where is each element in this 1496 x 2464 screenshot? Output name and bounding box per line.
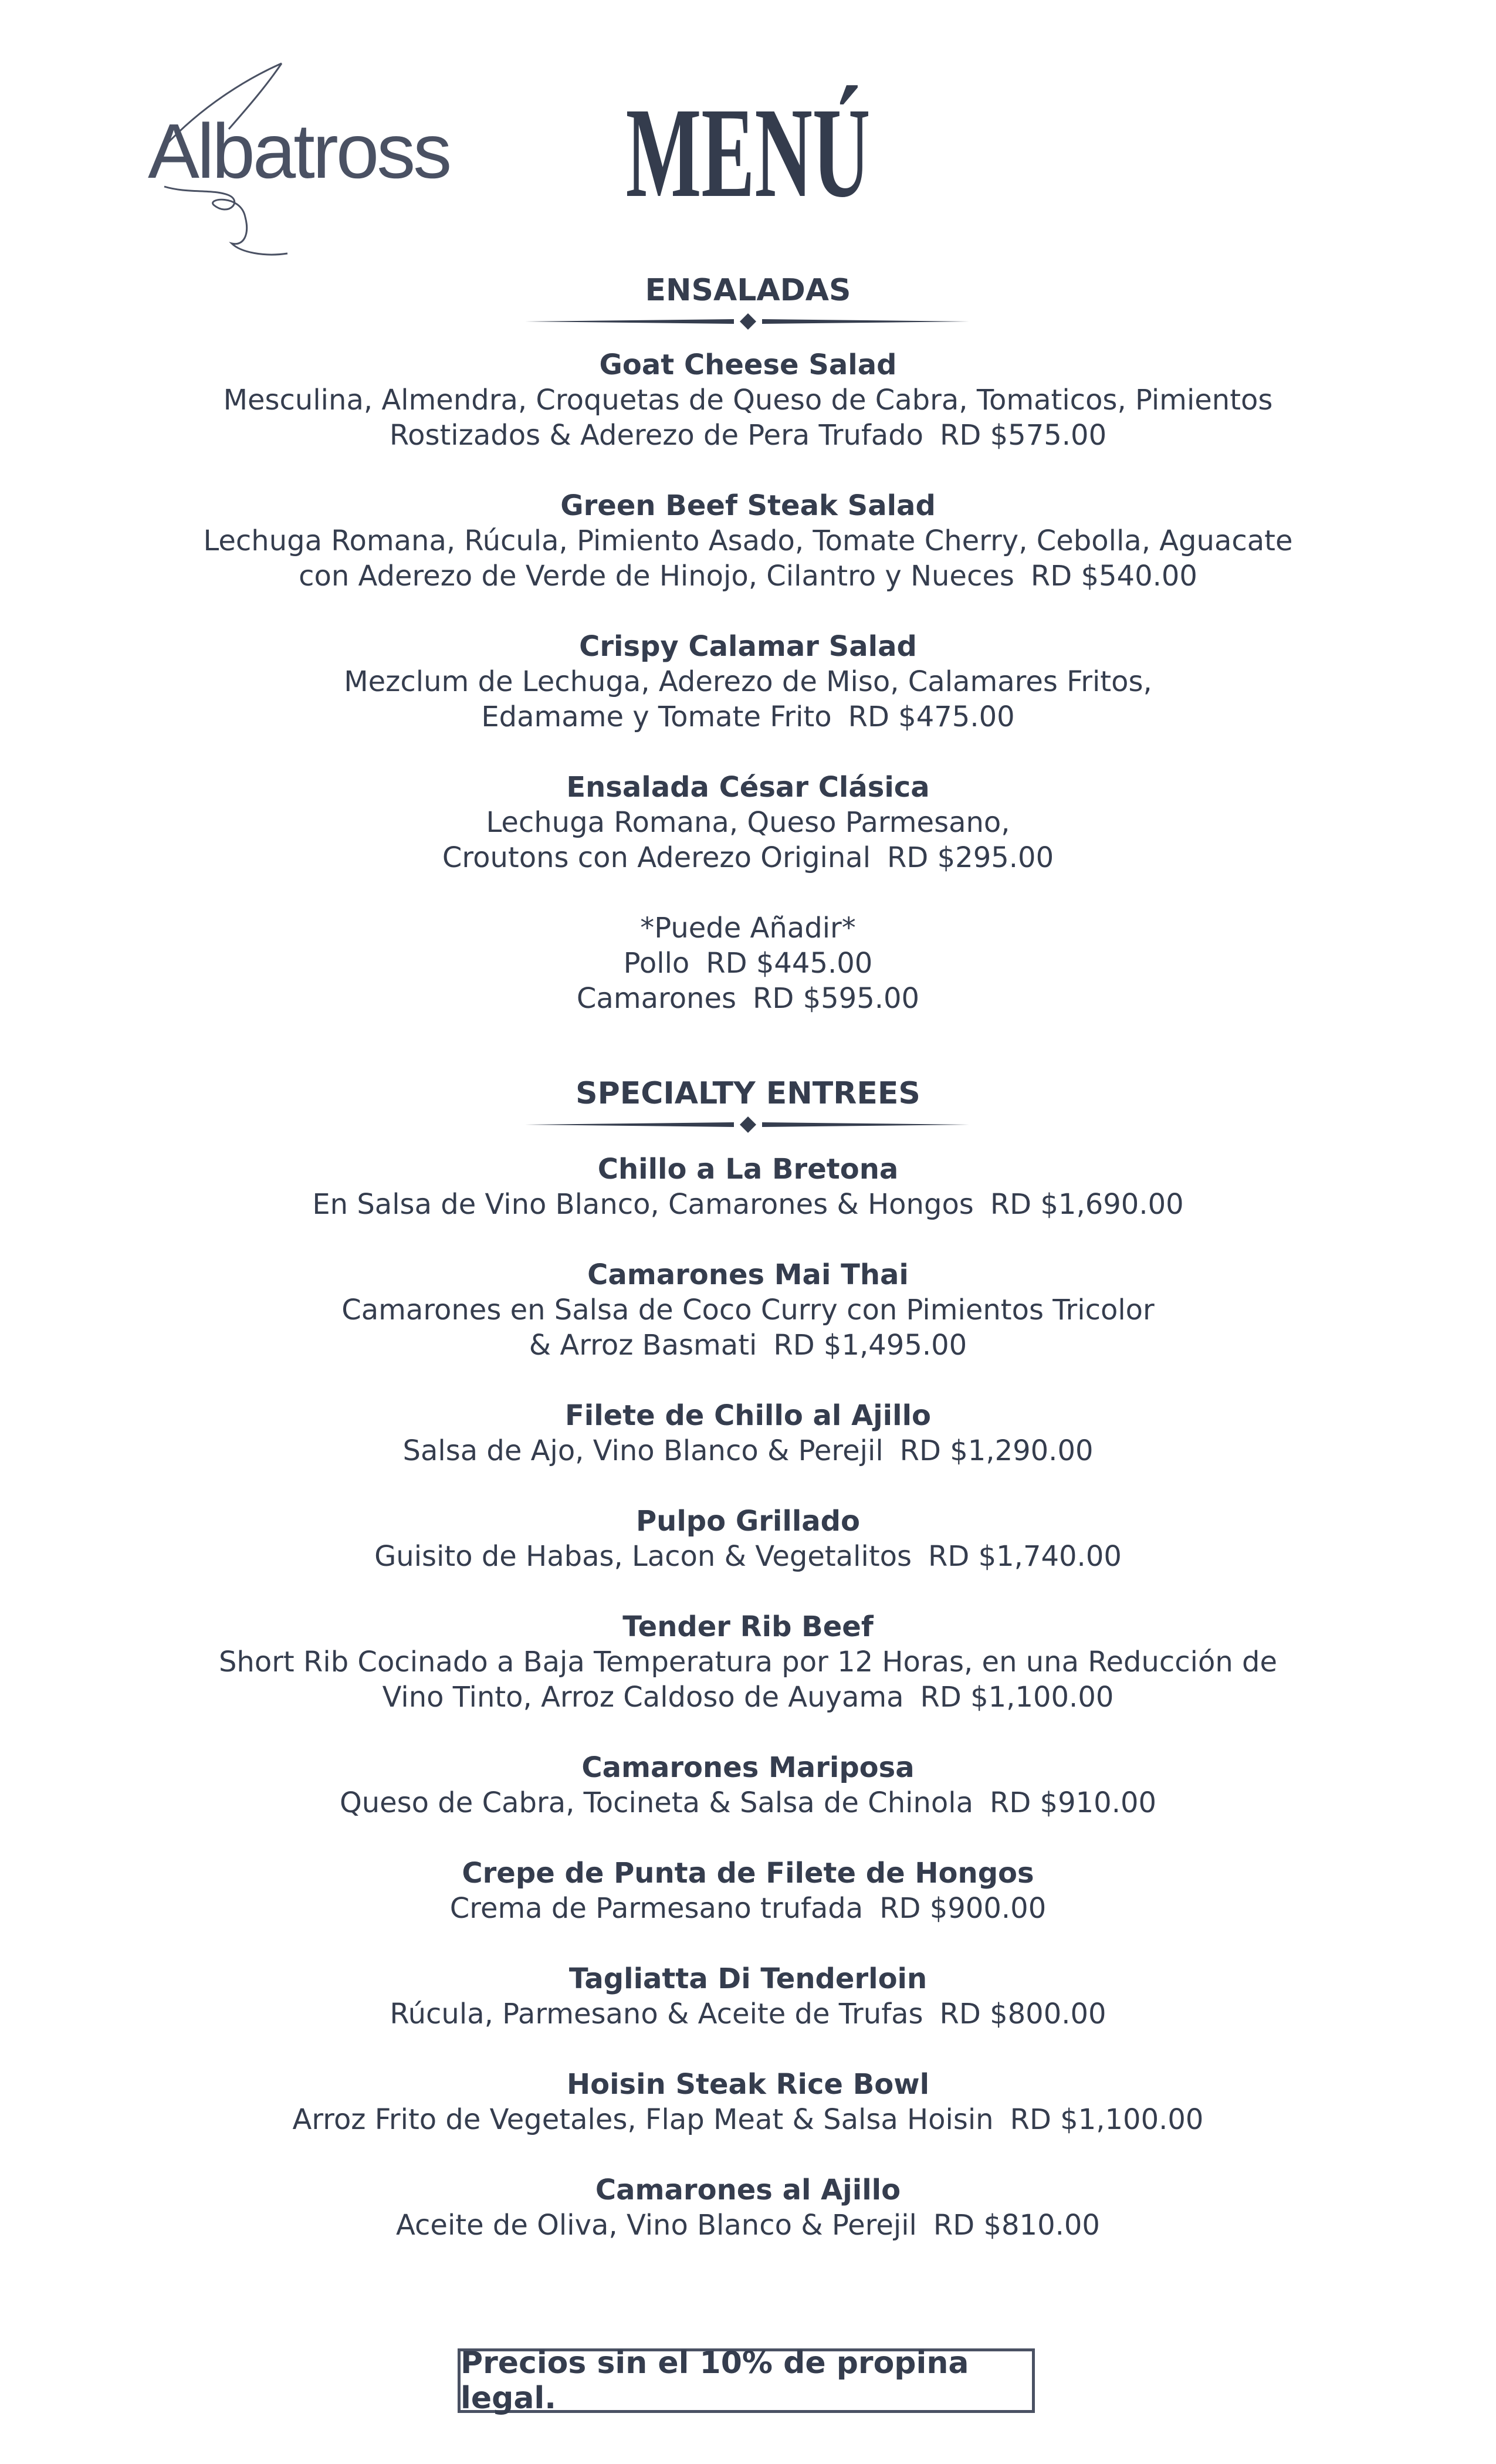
item-description: Short Rib Cocinado a Baja Temperatura por 12 Horas, en una Reducción de (218, 1646, 1278, 1678)
item-name: Pulpo Grillado (635, 1505, 860, 1538)
addon-item (0, 981, 1496, 1016)
item-description: Camarones en Salsa de Coco Curry con Pimientos Tricolor (341, 1294, 1155, 1326)
section-title-ensaladas: ENSALADAS (645, 273, 851, 308)
menu-item (0, 770, 1496, 875)
page-title: MENÚ (625, 81, 871, 224)
item-description: Edamame y Tomate Frito (481, 700, 832, 733)
item-name: Camarones Mariposa (581, 1751, 915, 1784)
item-price: RD $475.00 (848, 700, 1015, 733)
item-price: RD $1,495.00 (773, 1329, 967, 1362)
item-name: Tagliatta Di Tenderloin (568, 1962, 928, 1995)
specialty-entrees-list (0, 1152, 1496, 2243)
item-name: Ensalada César Clásica (566, 771, 930, 804)
item-description: Guisito de Habas, Lacon & Vegetalitos (374, 1540, 912, 1573)
brand-name: Albatross (148, 108, 450, 194)
item-price: RD $1,740.00 (928, 1540, 1122, 1573)
menu-item (0, 1398, 1496, 1468)
item-name: Crispy Calamar Salad (579, 630, 917, 663)
addon-price: RD $445.00 (706, 947, 873, 980)
item-name: Camarones al Ajillo (595, 2174, 901, 2206)
menu-item (0, 1961, 1496, 2032)
item-price: RD $575.00 (940, 419, 1107, 452)
item-description: Rostizados & Aderezo de Pera Trufado (389, 419, 924, 452)
addon-name: Camarones (576, 982, 737, 1015)
item-description: & Arroz Basmati (529, 1329, 757, 1362)
ensaladas-list (0, 347, 1496, 1016)
menu-item (0, 1152, 1496, 1222)
item-name: Tender Rib Beef (622, 1610, 874, 1643)
item-description: Crema de Parmesano trufada (449, 1892, 864, 1925)
addon-name: Pollo (623, 947, 690, 980)
item-name: Camarones Mai Thai (587, 1258, 909, 1291)
tip-notice-text: Precios sin el 10% de propina legal. (461, 2345, 969, 2416)
item-name: Filete de Chillo al Ajillo (564, 1399, 932, 1432)
diamond-ornament-icon (525, 1113, 971, 1136)
item-name: Green Beef Steak Salad (560, 489, 936, 522)
addon-item (0, 946, 1496, 981)
addon-block (0, 911, 1496, 1016)
menu-item (0, 347, 1496, 453)
menu-item (0, 1750, 1496, 1820)
menu-item (0, 488, 1496, 594)
item-description: Vino Tinto, Arroz Caldoso de Auyama (382, 1681, 904, 1714)
item-description: Aceite de Oliva, Vino Blanco & Perejil (396, 2209, 917, 2242)
item-price: RD $800.00 (939, 1998, 1106, 2030)
item-description: con Aderezo de Verde de Hinojo, Cilantro y Nueces (299, 560, 1014, 593)
item-price: RD $910.00 (989, 1786, 1157, 1819)
menu-item (0, 1856, 1496, 1926)
item-price: RD $540.00 (1030, 560, 1197, 593)
menu-item (0, 1504, 1496, 1574)
item-name: Chillo a La Bretona (597, 1153, 899, 1186)
tip-notice (458, 2345, 1035, 2416)
item-description: Salsa de Ajo, Vino Blanco & Perejil (402, 1434, 884, 1467)
item-description: Croutons con Aderezo Original (442, 841, 871, 874)
section-title-specialty-entrees: SPECIALTY ENTREES (576, 1076, 920, 1111)
addon-title: *Puede Añadir* (640, 912, 856, 945)
item-price: RD $900.00 (879, 1892, 1047, 1925)
item-description: Lechuga Romana, Queso Parmesano, (486, 806, 1010, 839)
menu-item (0, 2172, 1496, 2243)
section-divider (525, 310, 971, 333)
item-name: Goat Cheese Salad (599, 348, 897, 381)
menu-item (0, 629, 1496, 735)
item-price: RD $1,100.00 (1010, 2103, 1204, 2136)
item-price: RD $810.00 (933, 2209, 1100, 2242)
item-description: Mesculina, Almendra, Croquetas de Queso de Cabra, Tomaticos, Pimientos (223, 384, 1273, 417)
menu-item (0, 2067, 1496, 2137)
item-description: Mezclum de Lechuga, Aderezo de Miso, Calamares Fritos, (344, 665, 1152, 698)
item-description: Queso de Cabra, Tocineta & Salsa de Chinola (339, 1786, 973, 1819)
item-price: RD $1,690.00 (990, 1188, 1184, 1221)
menu-item (0, 1257, 1496, 1363)
section-divider (525, 1113, 971, 1136)
addon-price: RD $595.00 (753, 982, 920, 1015)
item-description: Rúcula, Parmesano & Aceite de Trufas (390, 1998, 923, 2030)
item-price: RD $1,290.00 (899, 1434, 1094, 1467)
diamond-ornament-icon (525, 310, 971, 333)
item-description: En Salsa de Vino Blanco, Camarones & Hongos (312, 1188, 974, 1221)
item-description: Arroz Frito de Vegetales, Flap Meat & Salsa Hoisin (292, 2103, 994, 2136)
item-name: Crepe de Punta de Filete de Hongos (462, 1857, 1034, 1890)
item-name: Hoisin Steak Rice Bowl (566, 2068, 930, 2101)
item-price: RD $295.00 (887, 841, 1054, 874)
item-price: RD $1,100.00 (920, 1681, 1114, 1714)
menu-item (0, 1609, 1496, 1715)
item-description: Lechuga Romana, Rúcula, Pimiento Asado, Tomate Cherry, Cebolla, Aguacate (203, 524, 1293, 557)
